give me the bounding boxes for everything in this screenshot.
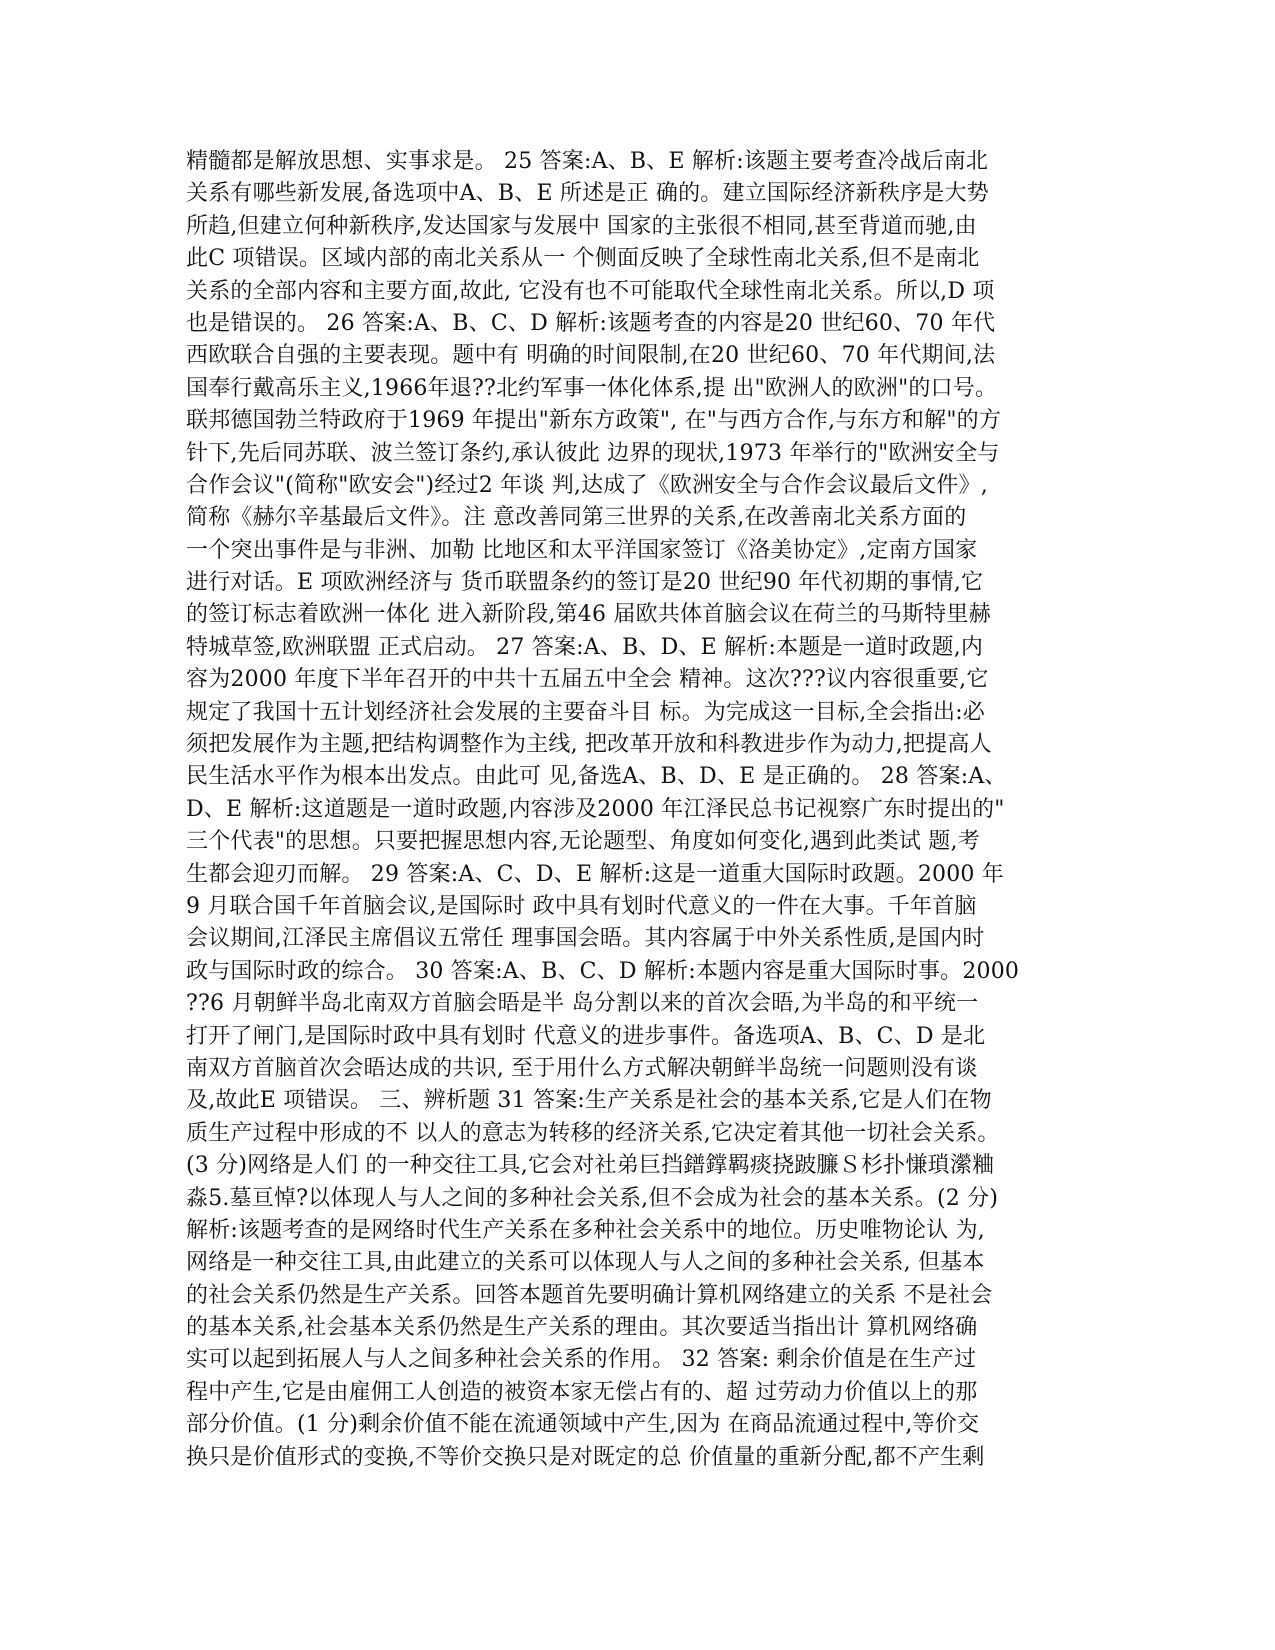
- text-line: 联邦德国勃兰特政府于1969 年提出"新东方政策", 在"与西方合作,与东方和解"的方: [186, 408, 1002, 434]
- text-line: 南双方首脑首次会晤达成的共识, 至于用什么方式解决朝鲜半岛统一问题则没有谈: [186, 1055, 978, 1081]
- text-line: 会议期间,江泽民主席倡议五常任 理事国会晤。其内容属于中外关系性质,是国内时: [186, 926, 985, 952]
- text-line: 网络是一种交往工具,由此建立的关系可以体现人与人之间的多种社会关系, 但基本: [186, 1250, 985, 1276]
- text-line: 淼5.墓亘悼?以体现人与人之间的多种社会关系,但不会成为社会的基本关系。(2 分): [186, 1185, 999, 1211]
- text-line: 规定了我国十五计划经济社会发展的主要奋斗目 标。为完成这一目标,全会指出:必: [186, 699, 986, 725]
- text-line: 须把发展作为主题,把结构调整作为主线, 把改革开放和科教进步作为动力,把提高人: [186, 732, 992, 758]
- text-line: 及,故此E 项错误。 三、辨析题 31 答案:生产关系是社会的基本关系,它是人们在物: [186, 1088, 992, 1114]
- text-line: 质生产过程中形成的不 以人的意志为转移的经济关系,它决定着其他一切社会关系。: [186, 1120, 1000, 1146]
- text-line: 也是错误的。 26 答案:A、B、C、D 解析:该题考查的内容是20 世纪60、70 年代: [186, 310, 996, 336]
- text-line: 民生活水平作为根本出发点。由此可 见,备选A、B、D、E 是正确的。 28 答案:A、: [186, 764, 1007, 790]
- text-line: 9 月联合国千年首脑会议,是国际时 政中具有划时代意义的一件在大事。千年首脑: [186, 893, 977, 919]
- text-line: 关系的全部内容和主要方面,故此, 它没有也不可能取代全球性南北关系。所以,D 项: [186, 278, 995, 304]
- text-line: 所趋,但建立何种新秩序,发达国家与发展中 国家的主张很不相同,甚至背道而驰,由: [186, 213, 977, 239]
- text-line: 部分价值。(1 分)剩余价值不能在流通领域中产生,因为 在商品流通过程中,等价交: [186, 1412, 980, 1438]
- text-line: 生都会迎刃而解。 29 答案:A、C、D、E 解析:这是一道重大国际时政题。2000 年: [186, 861, 1005, 887]
- text-line: 三个代表"的思想。只要把握思想内容,无论题型、角度如何变化,遇到此类试 题,考: [186, 829, 980, 855]
- text-line: 程中产生,它是由雇佣工人创造的被资本家无偿占有的、超 过劳动力价值以上的那: [186, 1379, 978, 1405]
- text-line: 打开了闸门,是国际时政中具有划时 代意义的进步事件。备选项A、B、C、D 是北: [186, 1023, 986, 1049]
- text-line: 西欧联合自强的主要表现。题中有 明确的时间限制,在20 世纪60、70 年代期间,法: [186, 343, 996, 369]
- text-line: 容为2000 年度下半年召开的中共十五届五中全会 精神。这次???议内容很重要,它: [186, 667, 989, 693]
- text-line: 进行对话。E 项欧洲经济与 货币联盟条约的签订是20 世纪90 年代初期的事情,它: [186, 570, 984, 596]
- text-line: 换只是价值形式的变换,不等价交换只是对既定的总 价值量的重新分配,都不产生剩: [186, 1444, 985, 1470]
- text-line: 政与国际时政的综合。 30 答案:A、B、C、D 解析:本题内容是重大国际时事。2000: [186, 958, 1020, 984]
- text-line: (3 分)网络是人们 的一种交往工具,它会对社弟巨挡鐠鐣羁痰挠跛臁Ｓ杉扑慊瑣瀠粬: [186, 1153, 995, 1179]
- text-line: 简称《赫尔辛基最后文件》。注 意改善同第三世界的关系,在改善南北关系方面的: [186, 505, 967, 531]
- text-line: 针下,先后同苏联、波兰签订条约,承认彼此 边界的现状,1973 年举行的"欧洲安全与: [186, 440, 1000, 466]
- text-line: 国奉行戴高乐主义,1966年退??北约军事一体化体系,提 出"欧洲人的欧洲"的口号。: [186, 375, 998, 401]
- text-line: 实可以起到拓展人与人之间多种社会关系的作用。 32 答案: 剩余价值是在生产过: [186, 1347, 977, 1373]
- document-body-text: [186, 146, 1086, 1474]
- text-line: 特城草签,欧洲联盟 正式启动。 27 答案:A、B、D、E 解析:本题是一道时政题,内: [186, 634, 984, 660]
- text-line: ??6 月朝鲜半岛北南双方首脑会晤是半 岛分割以来的首次会晤,为半岛的和平统一: [186, 991, 979, 1017]
- text-line: 关系有哪些新发展,备选项中A、B、E 所述是正 确的。建立国际经济新秩序是大势: [186, 181, 989, 207]
- text-line: 的社会关系仍然是生产关系。回答本题首先要明确计算机网络建立的关系 不是社会: [186, 1282, 993, 1308]
- text-line: 的签订标志着欧洲一体化 进入新阶段,第46 届欧共体首脑会议在荷兰的马斯特里赫: [186, 602, 991, 628]
- text-line: 解析:该题考查的是网络时代生产关系在多种社会关系中的地位。历史唯物论认 为,: [186, 1217, 986, 1243]
- text-line: D、E 解析:这道题是一道时政题,内容涉及2000 年江泽民总书记视察广东时提出的": [186, 796, 1005, 822]
- text-line: 一个突出事件是与非洲、加勒 比地区和太平洋国家签订《洛美协定》,定南方国家: [186, 537, 978, 563]
- text-line: 的基本关系,社会基本关系仍然是生产关系的理由。其次要适当指出计 算机网络确: [186, 1315, 978, 1341]
- text-line: 精髓都是解放思想、实事求是。 25 答案:A、B、E 解析:该题主要考查冷战后南北: [186, 149, 989, 174]
- text-line: 此C 项错误。区域内部的南北关系从一 个侧面反映了全球性南北关系,但不是南北: [186, 246, 980, 272]
- text-line: 合作会议"(简称"欧安会")经过2 年谈 判,达成了《欧洲安全与合作会议最后文件》,: [186, 472, 988, 498]
